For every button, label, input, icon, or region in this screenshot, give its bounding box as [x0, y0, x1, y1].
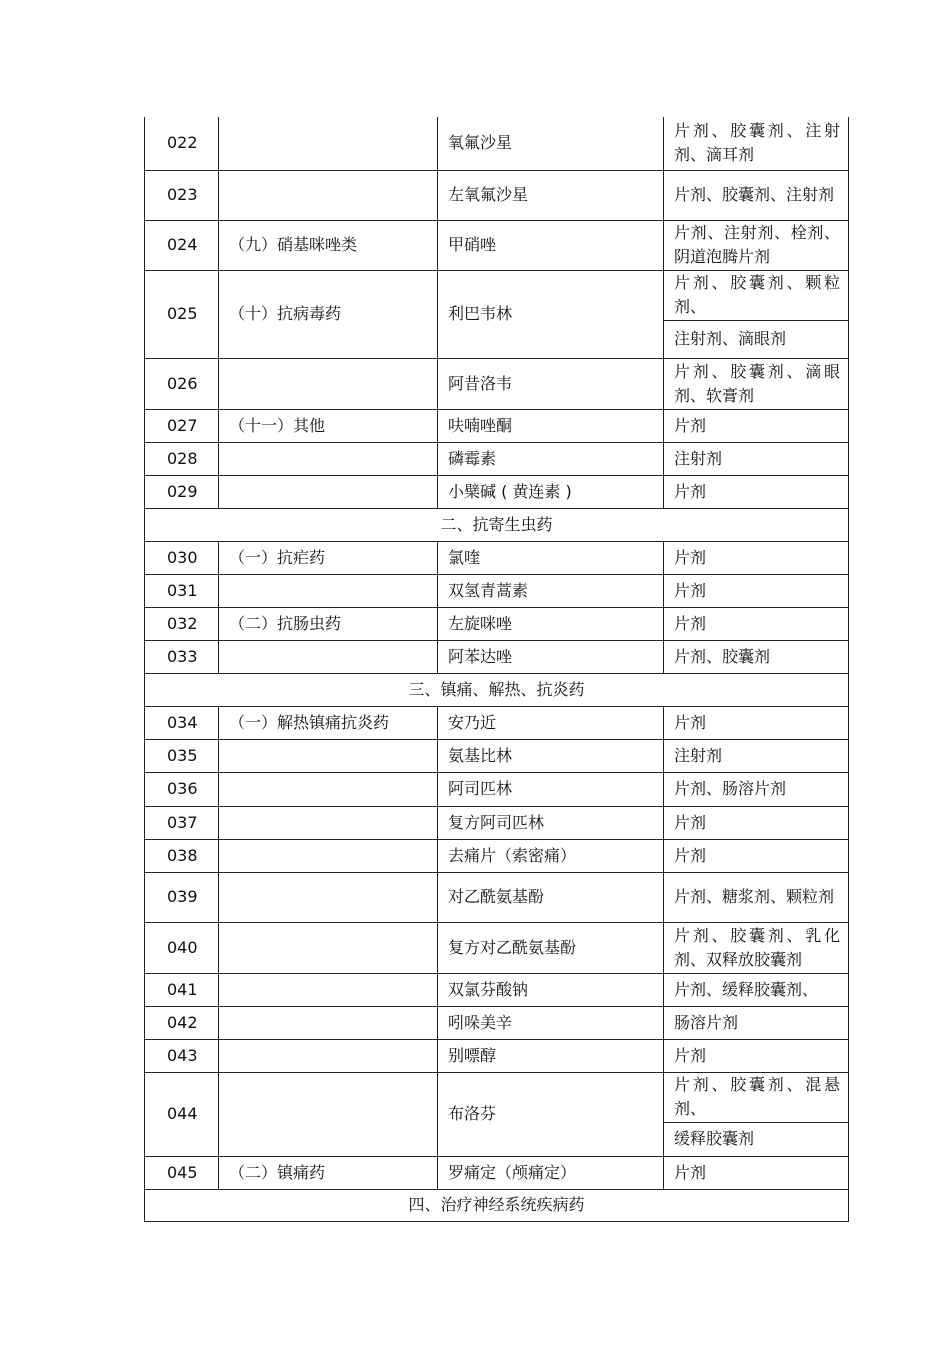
drug-row	[145, 973, 849, 1006]
dosage-forms: 片剂	[664, 806, 849, 839]
drug-name: 去痛片（索密痛）	[438, 839, 664, 872]
drug-name: 左氧氟沙星	[438, 170, 664, 220]
drug-category	[219, 922, 438, 973]
drug-code: 036	[145, 772, 219, 806]
drug-category	[219, 442, 438, 475]
dosage-forms: 片剂、胶囊剂	[664, 640, 849, 673]
drug-code: 041	[145, 973, 219, 1006]
section-header-row	[145, 1189, 849, 1221]
dosage-forms: 片剂、注射剂、栓剂、阴道泡腾片剂	[664, 220, 849, 270]
drug-category	[219, 1006, 438, 1039]
drug-category	[219, 358, 438, 409]
drug-name: 阿昔洛韦	[438, 358, 664, 409]
drug-code: 045	[145, 1156, 219, 1189]
drug-category	[219, 640, 438, 673]
drug-name: 罗痛定（颅痛定）	[438, 1156, 664, 1189]
drug-code: 028	[145, 442, 219, 475]
drug-row	[145, 806, 849, 839]
drug-code: 035	[145, 739, 219, 772]
drug-row	[145, 607, 849, 640]
dosage-forms: 片剂、肠溶片剂	[664, 772, 849, 806]
dosage-forms: 片剂、胶囊剂、乳化剂、双释放胶囊剂	[664, 922, 849, 973]
drug-name: 别嘌醇	[438, 1039, 664, 1072]
drug-category: （十）抗病毒药	[219, 270, 438, 358]
drug-category	[219, 1039, 438, 1072]
drug-name: 小檗碱 ( 黄连素 )	[438, 475, 664, 508]
dosage-forms: 肠溶片剂	[664, 1006, 849, 1039]
drug-category	[219, 973, 438, 1006]
dosage-forms: 片剂、胶囊剂、滴眼剂、软膏剂	[664, 358, 849, 409]
drug-name: 布洛芬	[438, 1072, 664, 1156]
drug-category: （一）解热镇痛抗炎药	[219, 706, 438, 739]
drug-category	[219, 170, 438, 220]
drug-category: （二）镇痛药	[219, 1156, 438, 1189]
drug-name: 呋喃唑酮	[438, 409, 664, 442]
drug-code: 024	[145, 220, 219, 270]
drug-row	[145, 541, 849, 574]
drug-name: 复方阿司匹林	[438, 806, 664, 839]
drug-name: 吲哚美辛	[438, 1006, 664, 1039]
drug-code: 032	[145, 607, 219, 640]
dosage-forms: 片剂、糖浆剂、颗粒剂	[664, 872, 849, 922]
drug-code: 040	[145, 922, 219, 973]
drug-row	[145, 1156, 849, 1189]
dosage-forms: 片剂	[664, 1156, 849, 1189]
drug-code: 027	[145, 409, 219, 442]
dosage-forms: 片剂	[664, 706, 849, 739]
drug-code: 034	[145, 706, 219, 739]
drug-name: 阿苯达唑	[438, 640, 664, 673]
drug-row	[145, 358, 849, 409]
dosage-forms: 注射剂	[664, 739, 849, 772]
drug-code: 031	[145, 574, 219, 607]
dosage-forms: 片剂	[664, 541, 849, 574]
drug-name: 安乃近	[438, 706, 664, 739]
drug-category	[219, 574, 438, 607]
dosage-forms: 片剂	[664, 607, 849, 640]
drug-code: 039	[145, 872, 219, 922]
drug-row	[145, 640, 849, 673]
drug-category: （一）抗疟药	[219, 541, 438, 574]
drug-name: 双氢青蒿素	[438, 574, 664, 607]
drug-category	[219, 739, 438, 772]
section-title: 二、抗寄生虫药	[145, 508, 849, 541]
drug-category	[219, 117, 438, 170]
drug-row	[145, 706, 849, 739]
drug-row	[145, 739, 849, 772]
dosage-forms: 片剂	[664, 475, 849, 508]
drug-name: 氯喹	[438, 541, 664, 574]
drug-category	[219, 806, 438, 839]
drug-category: （二）抗肠虫药	[219, 607, 438, 640]
drug-code: 023	[145, 170, 219, 220]
drug-category	[219, 1072, 438, 1156]
drug-category	[219, 839, 438, 872]
drug-row	[145, 922, 849, 973]
drug-code: 030	[145, 541, 219, 574]
drug-category	[219, 475, 438, 508]
drug-code: 033	[145, 640, 219, 673]
dosage-forms: 注射剂、滴眼剂	[664, 320, 849, 358]
drug-category: （九）硝基咪唑类	[219, 220, 438, 270]
drug-row	[145, 117, 849, 170]
drug-name: 双氯芬酸钠	[438, 973, 664, 1006]
drug-row	[145, 475, 849, 508]
drug-row	[145, 409, 849, 442]
drug-code: 044	[145, 1072, 219, 1156]
drug-name: 甲硝唑	[438, 220, 664, 270]
section-title: 四、治疗神经系统疾病药	[145, 1189, 849, 1221]
drug-name: 磷霉素	[438, 442, 664, 475]
dosage-forms: 注射剂	[664, 442, 849, 475]
drug-row	[145, 270, 849, 320]
dosage-forms: 片剂、缓释胶囊剂、	[664, 973, 849, 1006]
dosage-forms: 片剂、胶囊剂、颗粒剂、	[664, 270, 849, 320]
drug-code: 042	[145, 1006, 219, 1039]
drug-code: 026	[145, 358, 219, 409]
dosage-forms: 缓释胶囊剂	[664, 1122, 849, 1156]
drug-row	[145, 220, 849, 270]
dosage-forms: 片剂	[664, 1039, 849, 1072]
drug-row	[145, 442, 849, 475]
drug-row	[145, 839, 849, 872]
dosage-forms: 片剂、胶囊剂、混悬剂、	[664, 1072, 849, 1122]
drug-row	[145, 1006, 849, 1039]
dosage-forms: 片剂、胶囊剂、注射剂	[664, 170, 849, 220]
drug-category: （十一）其他	[219, 409, 438, 442]
drug-code: 029	[145, 475, 219, 508]
drug-name: 阿司匹林	[438, 772, 664, 806]
drug-row	[145, 170, 849, 220]
drug-row	[145, 574, 849, 607]
drug-name: 左旋咪唑	[438, 607, 664, 640]
drug-code: 025	[145, 270, 219, 358]
section-title: 三、镇痛、解热、抗炎药	[145, 673, 849, 706]
drug-row	[145, 1072, 849, 1122]
drug-category	[219, 772, 438, 806]
drug-code: 037	[145, 806, 219, 839]
drug-name: 氧氟沙星	[438, 117, 664, 170]
drug-row	[145, 872, 849, 922]
drug-row	[145, 772, 849, 806]
section-header-row	[145, 508, 849, 541]
dosage-forms: 片剂、胶囊剂、注射剂、滴耳剂	[664, 117, 849, 170]
drug-name: 氨基比林	[438, 739, 664, 772]
drug-table	[144, 117, 849, 1222]
drug-name: 复方对乙酰氨基酚	[438, 922, 664, 973]
drug-category	[219, 872, 438, 922]
drug-row	[145, 1039, 849, 1072]
section-header-row	[145, 673, 849, 706]
dosage-forms: 片剂	[664, 839, 849, 872]
drug-code: 038	[145, 839, 219, 872]
drug-code: 022	[145, 117, 219, 170]
drug-code: 043	[145, 1039, 219, 1072]
dosage-forms: 片剂	[664, 409, 849, 442]
drug-name: 对乙酰氨基酚	[438, 872, 664, 922]
dosage-forms: 片剂	[664, 574, 849, 607]
drug-name: 利巴韦林	[438, 270, 664, 358]
